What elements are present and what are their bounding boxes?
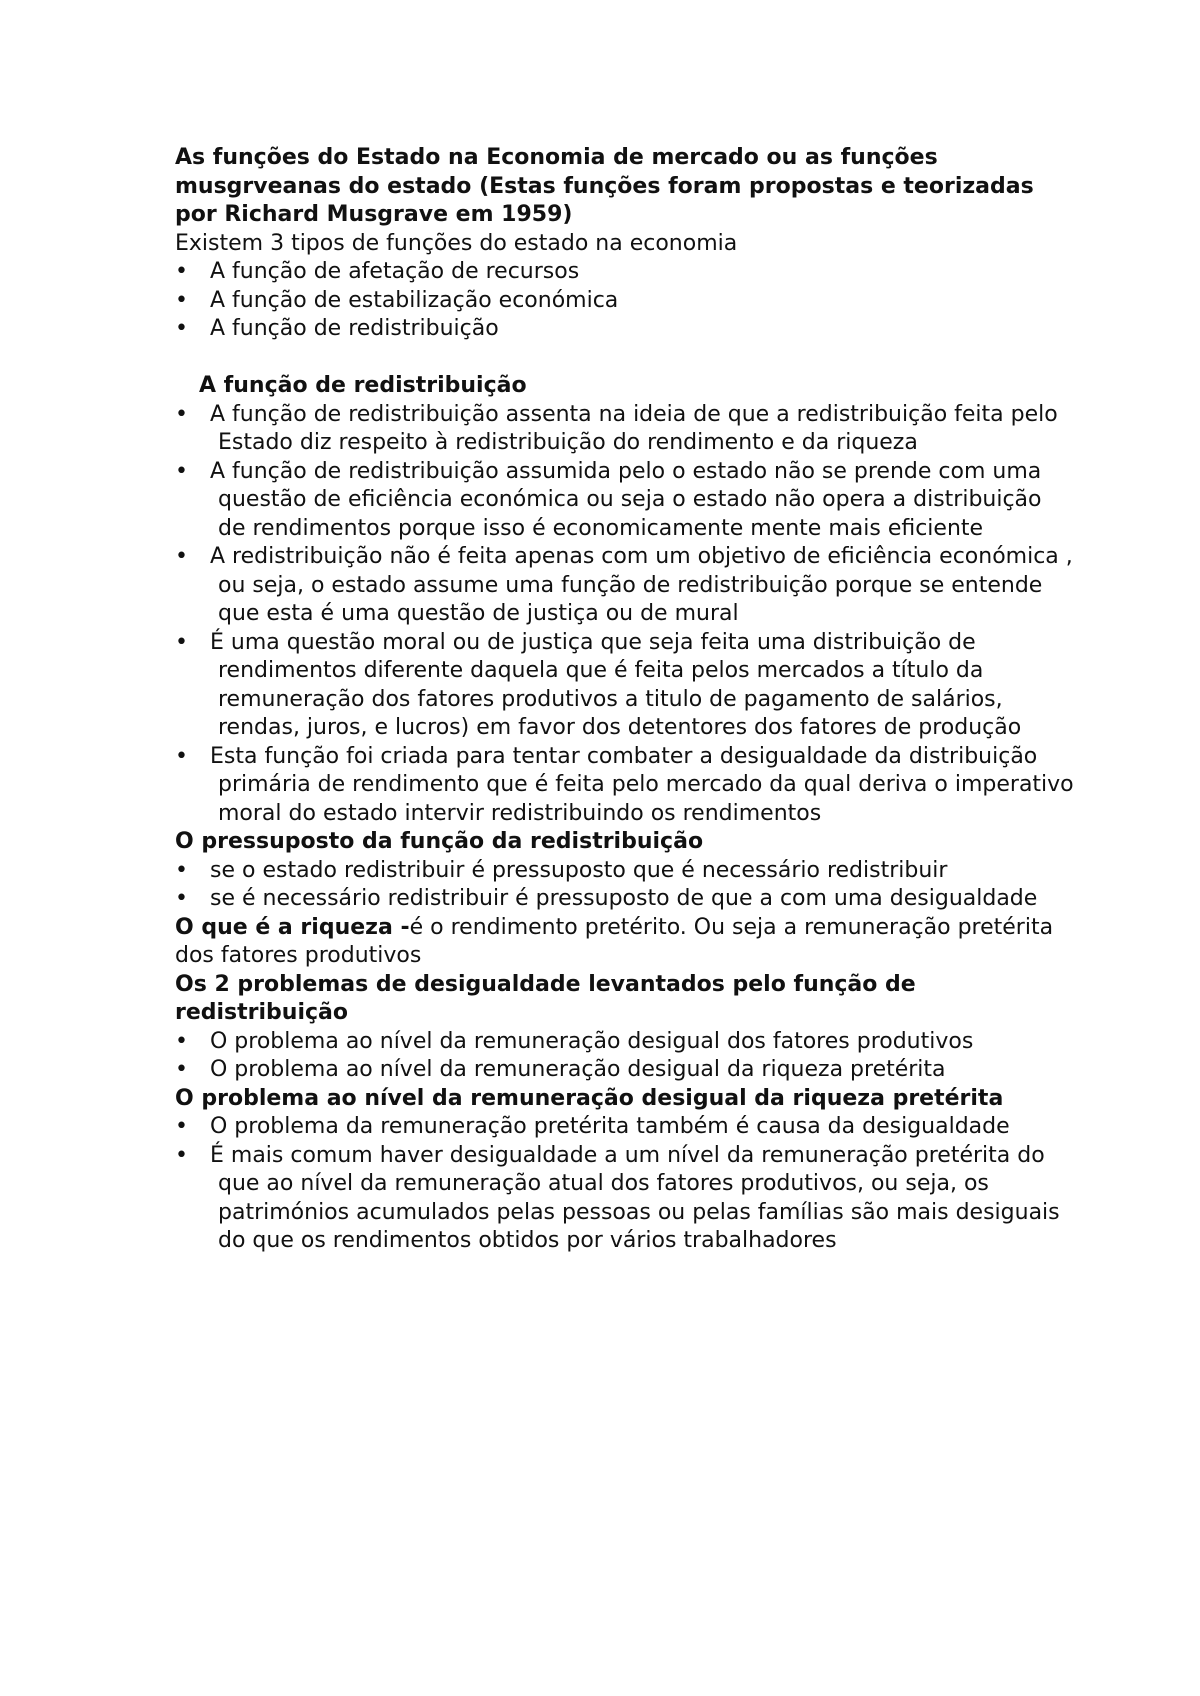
redistribuicao-list — [175, 401, 1075, 829]
section-heading-riqueza-preterita: O problema ao nível da remuneração desigual da riqueza pretérita — [175, 1085, 1004, 1111]
intro-list — [175, 258, 1075, 344]
list-item: • O problema da remuneração pretérita também é causa da desigualdade — [175, 1113, 1075, 1142]
bullet-icon: • — [175, 1114, 188, 1139]
bullet-icon: • — [175, 1057, 188, 1082]
list-item: • A função de estabilização económica — [175, 287, 1075, 316]
list-item: • A função de afetação de recursos — [175, 258, 1075, 287]
list-item: • se o estado redistribuir é pressuposto que é necessário redistribuir — [175, 857, 1075, 886]
list-item: • O problema ao nível da remuneração desigual dos fatores produtivos — [175, 1028, 1075, 1057]
spacer — [175, 344, 1075, 373]
riqueza-text: é o rendimento pretérito. Ou seja a remuneração pretérita dos fatores produtivos — [175, 914, 1054, 968]
riqueza-term: O que é a riqueza - — [175, 914, 410, 940]
document-title: As funções do Estado na Economia de mercado ou as funções musgrveanas do estado (Estas funções foram propostas e teorizadas por Richard Musgrave em 1959) — [175, 145, 1034, 227]
list-item: • A redistribuição não é feita apenas com um objetivo de eficiência económica , ou seja, o estado assume uma função de redistribuição porque se entende que esta é uma questão de justiça ou de mural — [175, 544, 1073, 626]
bullet-icon: • — [175, 886, 188, 911]
bullet-icon: • — [175, 316, 188, 341]
list-item: • se é necessário redistribuir é pressuposto de que a com uma desigualdade — [175, 885, 1075, 914]
list-item: • O problema ao nível da remuneração desigual da riqueza pretérita — [175, 1056, 1075, 1085]
bullet-icon: • — [175, 287, 188, 313]
section-heading-problemas: Os 2 problemas de desigualdade levantados pelo função de redistribuição — [175, 971, 916, 1025]
bullet-icon: • — [175, 401, 188, 427]
document-page — [175, 144, 1075, 1256]
riqueza-definition — [175, 914, 1075, 971]
section-heading-pressuposto: O pressuposto da função da redistribuição — [175, 829, 704, 854]
list-item: • A função de redistribuição — [175, 315, 1075, 344]
list-item: • A função de redistribuição assenta na ideia de que a redistribuição feita pelo Estado diz respeito à redistribuição do rendimento e da riqueza — [175, 401, 1058, 455]
section-heading-redistribuicao: A função de redistribuição — [199, 373, 527, 398]
pressuposto-list — [175, 857, 1075, 914]
list-item: • É uma questão moral ou de justiça que seja feita uma distribuição de rendimentos diferente daquela que é feita pelos mercados a título da remuneração dos fatores produtivos a titulo de pagamento de salários, rendas, juros, e lucros) em favor dos detentores dos fatores de produção — [175, 629, 1022, 740]
bullet-icon: • — [175, 259, 188, 284]
bullet-icon: • — [175, 458, 188, 484]
bullet-icon: • — [175, 629, 188, 655]
problemas-list — [175, 1028, 1075, 1085]
list-item: • Esta função foi criada para tentar combater a desigualdade da distribuição primária de rendimento que é feita pelo mercado da qual deriva o imperativo moral do estado intervir redistribuindo os rendimentos — [175, 743, 1074, 826]
list-item: • A função de redistribuição assumida pelo o estado não se prende com uma questão de eficiência económica ou seja o estado não opera a distribuição de rendimentos porque isso é economicamente mente mais eficiente — [175, 458, 1042, 541]
bullet-icon: • — [175, 544, 188, 569]
riqueza-preterita-list — [175, 1113, 1075, 1256]
bullet-icon: • — [175, 857, 188, 883]
bullet-icon: • — [175, 1142, 188, 1168]
intro-text: Existem 3 tipos de funções do estado na economia — [175, 230, 738, 256]
list-item: • É mais comum haver desigualdade a um nível da remuneração pretérita do que ao nível da remuneração atual dos fatores produtivos, ou seja, os patrimónios acumulados pelas pessoas ou pelas famílias são mais desiguais do que os rendimentos obtidos por vários trabalhadores — [175, 1142, 1060, 1253]
bullet-icon: • — [175, 1028, 188, 1054]
bullet-icon: • — [175, 743, 188, 769]
